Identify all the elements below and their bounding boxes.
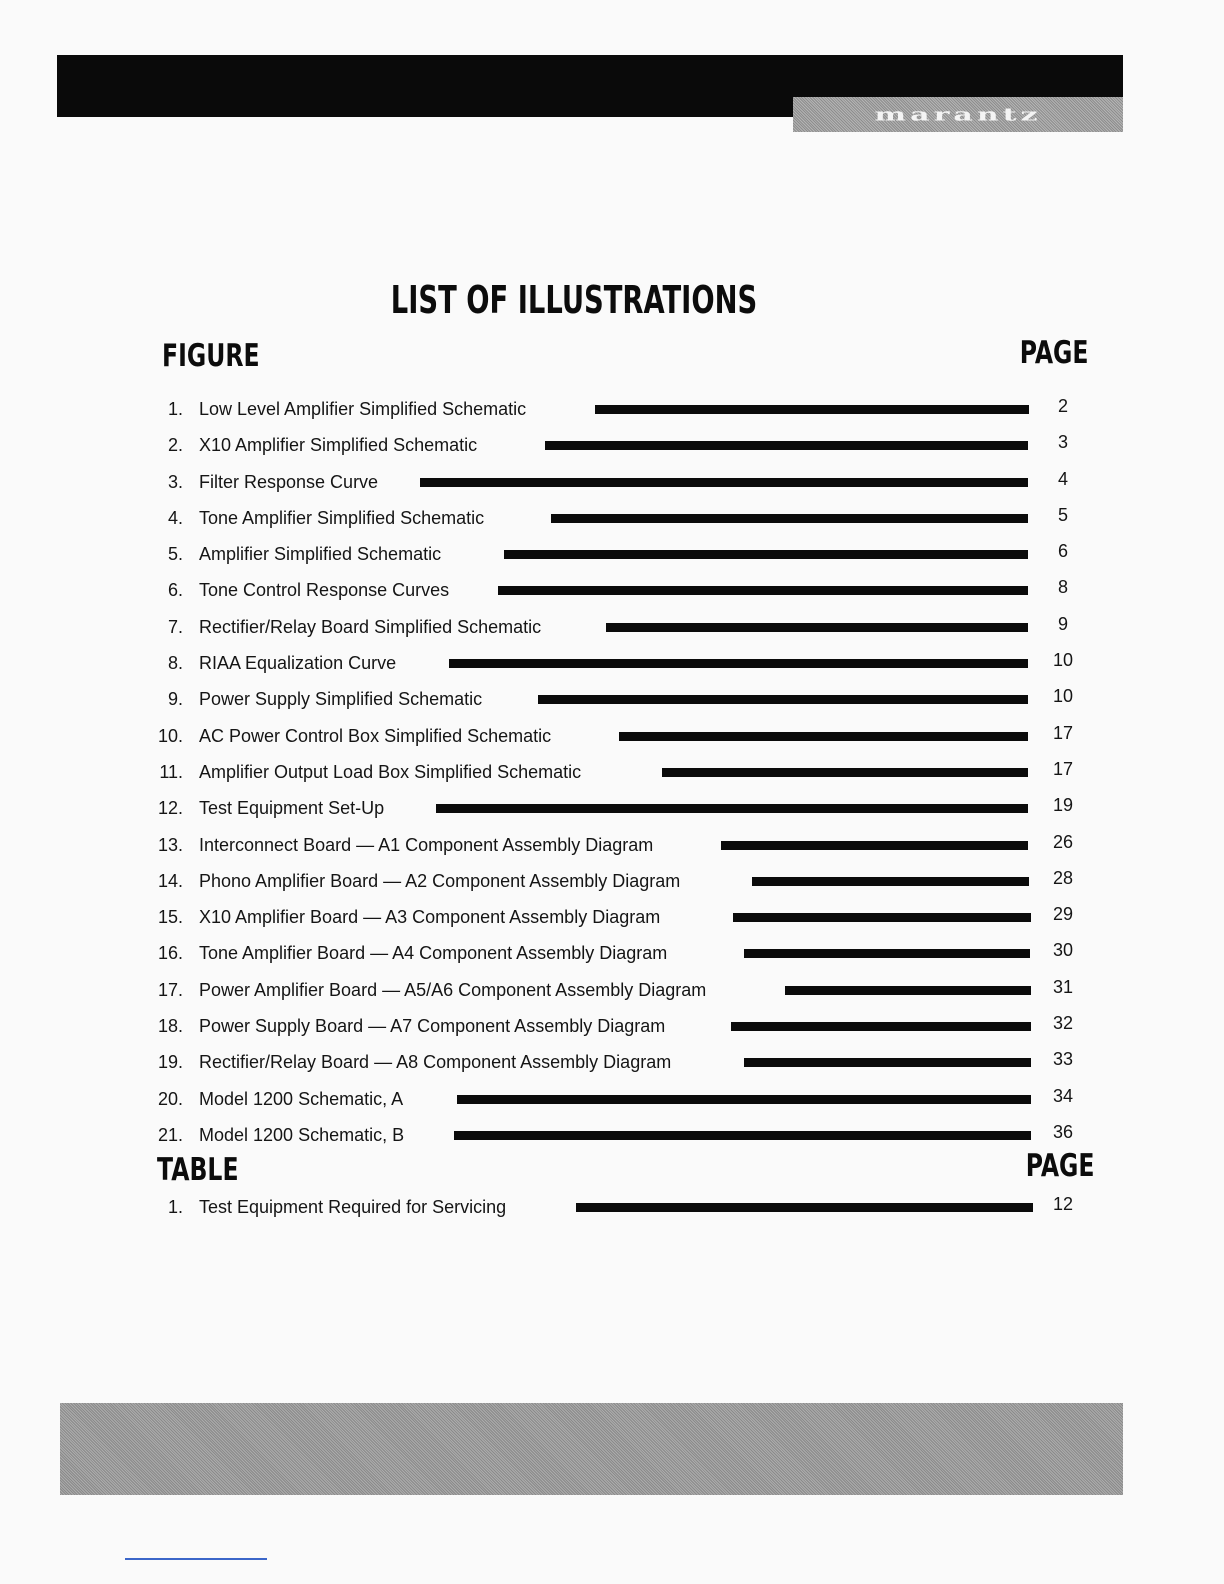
- figure-page-number: 33: [1052, 1049, 1074, 1070]
- figure-number: 21.: [157, 1124, 183, 1145]
- leader-bar: [457, 1095, 1031, 1104]
- table-list: [150, 1196, 1110, 1232]
- figure-title: Phono Amplifier Board — A2 Component Assembly Diagram: [199, 870, 681, 891]
- page-title: LIST OF ILLUSTRATIONS: [390, 278, 758, 323]
- figure-title: Model 1200 Schematic, B: [199, 1124, 405, 1145]
- leader-bar: [454, 1131, 1031, 1140]
- figure-number: 8.: [167, 653, 183, 674]
- figure-title: AC Power Control Box Simplified Schematic: [199, 725, 552, 746]
- leader-bar: [545, 441, 1028, 450]
- leader-bar: [752, 877, 1029, 886]
- leader-bar: [744, 949, 1030, 958]
- figure-title: Low Level Amplifier Simplified Schematic: [199, 399, 527, 419]
- table-title: Test Equipment Required for Servicing: [199, 1197, 507, 1217]
- leader-bar: [785, 986, 1031, 995]
- figure-number: 1.: [167, 399, 183, 419]
- figure-page-number: 34: [1052, 1085, 1074, 1106]
- figure-list: [150, 398, 1110, 1160]
- figure-number: 12.: [157, 798, 183, 819]
- figure-title: X10 Amplifier Board — A3 Component Assembly Diagram: [199, 907, 661, 928]
- figure-column-heading: FIGURE: [162, 338, 260, 374]
- figure-page-number: 8: [1057, 577, 1068, 598]
- figure-title: Rectifier/Relay Board — A8 Component Assembly Diagram: [199, 1052, 672, 1073]
- figure-entry[interactable]: [150, 976, 1110, 1015]
- brand-logo-text: marantz: [874, 103, 1042, 125]
- bottom-rule: [125, 1558, 267, 1560]
- leader-bar: [733, 913, 1031, 922]
- figure-page-number: 9: [1057, 613, 1068, 634]
- leader-bar: [420, 478, 1028, 487]
- figure-title: Amplifier Simplified Schematic: [199, 544, 442, 565]
- figure-page-number: 10: [1052, 650, 1074, 671]
- figure-entry[interactable]: [150, 543, 1110, 579]
- figure-page-number: 3: [1057, 432, 1068, 453]
- leader-bar: [731, 1022, 1031, 1031]
- figure-entry[interactable]: [150, 613, 1110, 652]
- brand-logo: [793, 97, 1123, 132]
- table-column-heading: TABLE: [157, 1152, 239, 1188]
- figure-number: 17.: [157, 979, 183, 1000]
- figure-entry[interactable]: [150, 1085, 1110, 1124]
- figure-page-number: 17: [1052, 722, 1074, 743]
- leader-bar: [606, 623, 1028, 632]
- table-entry[interactable]: [150, 1196, 1110, 1232]
- figure-page-number: 2: [1057, 396, 1068, 416]
- figure-page-number: 17: [1052, 758, 1074, 779]
- leader-bar: [538, 695, 1028, 704]
- figure-entry[interactable]: [150, 867, 1110, 906]
- figure-page-number: 30: [1052, 940, 1074, 961]
- figure-page-number: 31: [1052, 976, 1074, 997]
- figure-title: Tone Amplifier Simplified Schematic: [199, 507, 485, 528]
- figure-entry[interactable]: [150, 434, 1110, 470]
- figure-page-number: 28: [1052, 867, 1074, 888]
- figure-number: 4.: [167, 507, 183, 528]
- figure-entry[interactable]: [150, 468, 1110, 507]
- figure-entry[interactable]: [150, 831, 1110, 870]
- figure-title: Interconnect Board — A1 Component Assembly Diagram: [199, 834, 654, 855]
- figure-title: Rectifier/Relay Board Simplified Schematic: [199, 616, 542, 637]
- figure-number: 16.: [157, 943, 183, 964]
- figure-number: 9.: [167, 689, 183, 710]
- figure-number: 11.: [159, 761, 183, 782]
- leader-bar: [551, 514, 1028, 523]
- figure-entry[interactable]: [150, 1015, 1110, 1051]
- figure-title: Tone Amplifier Board — A4 Component Assembly Diagram: [199, 943, 668, 964]
- figure-title: Power Supply Board — A7 Component Assembly Diagram: [199, 1016, 666, 1037]
- figure-page-number: 6: [1057, 541, 1068, 562]
- table-page-column-heading: PAGE: [1025, 1148, 1094, 1184]
- figure-number: 18.: [157, 1016, 183, 1037]
- leader-bar: [449, 659, 1028, 668]
- leader-bar: [662, 768, 1028, 777]
- figure-title: Power Supply Simplified Schematic: [199, 689, 483, 710]
- figure-entry[interactable]: [150, 722, 1110, 761]
- figure-entry[interactable]: [150, 758, 1110, 797]
- figure-page-number: 4: [1057, 468, 1068, 489]
- table-number: 1.: [167, 1197, 183, 1217]
- figure-number: 5.: [167, 544, 183, 565]
- leader-bar: [721, 841, 1028, 850]
- figure-title: Tone Control Response Curves: [199, 580, 450, 601]
- figure-number: 6.: [167, 580, 183, 601]
- figure-number: 14.: [157, 870, 183, 891]
- leader-bar: [595, 405, 1029, 414]
- figure-number: 20.: [157, 1088, 183, 1109]
- figure-number: 3.: [167, 471, 183, 492]
- table-page-number: 12: [1052, 1194, 1074, 1214]
- figure-page-number: 26: [1052, 831, 1074, 852]
- figure-entry[interactable]: [150, 1051, 1110, 1087]
- figure-number: 13.: [157, 834, 183, 855]
- figure-page-number: 19: [1052, 795, 1074, 816]
- figure-number: 15.: [157, 907, 183, 928]
- figure-entry[interactable]: [150, 688, 1110, 724]
- figure-title: Amplifier Output Load Box Simplified Schematic: [199, 761, 582, 782]
- figure-entry[interactable]: [150, 1121, 1110, 1160]
- figure-entry[interactable]: [150, 579, 1110, 615]
- leader-bar: [498, 586, 1028, 595]
- figure-number: 7.: [167, 616, 183, 637]
- figure-page-number: 32: [1052, 1013, 1074, 1034]
- figure-entry[interactable]: [150, 652, 1110, 688]
- figure-page-column-heading: PAGE: [1019, 335, 1088, 371]
- figure-title: Power Amplifier Board — A5/A6 Component Assembly Diagram: [199, 979, 707, 1000]
- figure-entry[interactable]: [150, 398, 1110, 434]
- leader-bar: [504, 550, 1028, 559]
- figure-number: 10.: [157, 725, 183, 746]
- figure-entry[interactable]: [150, 906, 1110, 942]
- leader-bar: [436, 804, 1028, 813]
- figure-page-number: 29: [1052, 904, 1074, 925]
- figure-entry[interactable]: [150, 504, 1110, 543]
- figure-number: 19.: [157, 1052, 183, 1073]
- figure-title: Test Equipment Set-Up: [199, 798, 385, 819]
- figure-title: X10 Amplifier Simplified Schematic: [199, 435, 478, 456]
- figure-entry[interactable]: [150, 797, 1110, 833]
- figure-title: Filter Response Curve: [199, 471, 379, 492]
- figure-number: 2.: [167, 435, 183, 456]
- footer-band: [60, 1403, 1123, 1495]
- leader-bar: [576, 1203, 1033, 1212]
- figure-page-number: 10: [1052, 686, 1074, 707]
- figure-title: RIAA Equalization Curve: [199, 653, 397, 674]
- leader-bar: [619, 732, 1028, 741]
- leader-bar: [744, 1058, 1031, 1067]
- figure-page-number: 36: [1052, 1121, 1074, 1142]
- figure-page-number: 5: [1057, 504, 1068, 525]
- figure-entry[interactable]: [150, 942, 1110, 978]
- figure-title: Model 1200 Schematic, A: [199, 1088, 404, 1109]
